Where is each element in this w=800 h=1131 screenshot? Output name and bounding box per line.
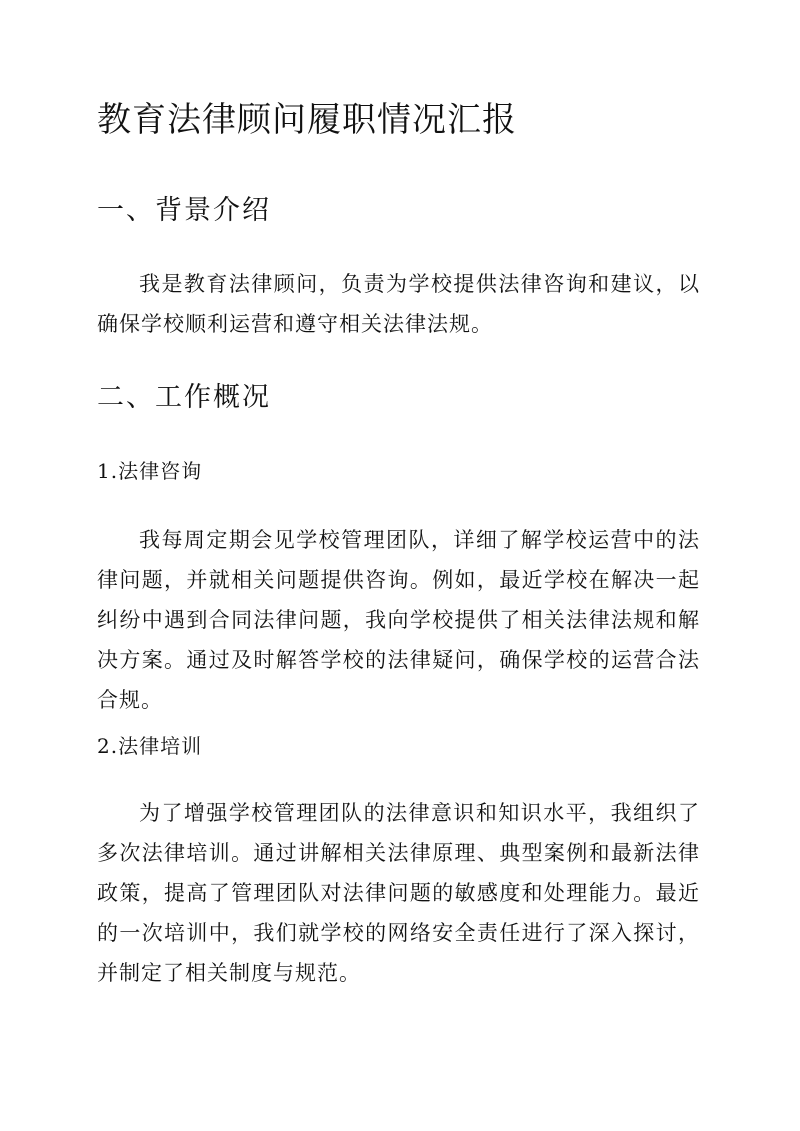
subsection-heading-legal-consulting: 1.法律咨询 — [97, 459, 203, 483]
legal-training-paragraph: 为了增强学校管理团队的法律意识和知识水平，我组织了多次法律培训。通过讲解相关法律原理、典型案例和最新法律政策，提高了管理团队对法律问题的敏感度和处理能力。最近的一次培训中，我们就学校的网络安全责任进行了深入探讨，并制定了相关制度与规范。 — [97, 801, 700, 985]
subsection-heading-legal-training: 2.法律培训 — [97, 734, 203, 758]
section-heading-work-overview: 二、工作概况 — [97, 382, 271, 413]
background-paragraph: 我是教育法律顾问，负责为学校提供法律咨询和建议，以确保学校顺利运营和遵守相关法律法规。 — [97, 272, 700, 336]
legal-consulting-paragraph: 我每周定期会见学校管理团队，详细了解学校运营中的法律问题，并就相关问题提供咨询。例如，最近学校在解决一起纠纷中遇到合同法律问题，我向学校提供了相关法律法规和解决方案。通过及时解答学校的法律疑问，确保学校的运营合法合规。 — [97, 528, 700, 712]
document-title: 教育法律顾问履职情况汇报 — [97, 100, 517, 140]
section-heading-background: 一、背景介绍 — [97, 195, 271, 226]
